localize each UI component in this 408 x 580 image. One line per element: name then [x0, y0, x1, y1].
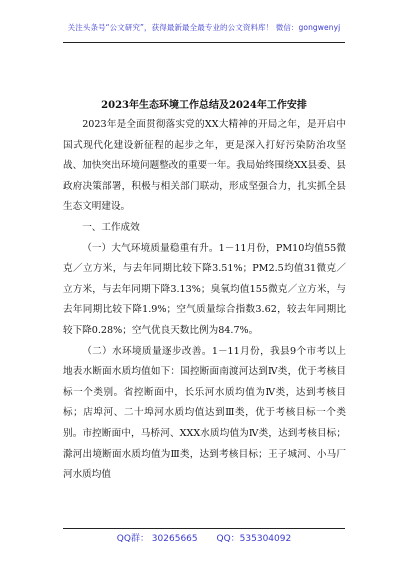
intro-paragraph: 2023年是全面贯彻落实党的XX大精神的开局之年，是开启中国式现代化建设新征程的起步之年，更是深入打好污染防治攻坚战、加快突出环境问题整改的重要一年。我局始终围绕XX县委、县政府决策部署，积极与相关部门联动，形成坚强合力，扎实抓全县生态文明建设。: [63, 119, 346, 213]
header-banner: 关注头条号“公文研究”，获得最新最全最专业的公文资料库！ 微信：gongwenyj: [67, 23, 341, 32]
footer-qq: QQ：535304092: [216, 534, 292, 544]
footer-qq-group: QQ群： 30265665: [116, 534, 198, 544]
footer-contact: [0, 531, 408, 544]
footer-divider: [63, 528, 345, 529]
document-title: 2023年生态环境工作总结及2024年工作安排: [101, 100, 307, 111]
document-body: [63, 115, 346, 486]
header-divider: [63, 42, 345, 43]
water-quality-paragraph: （二）水环境质量逐步改善。1－11月份，我县9个市考以上地表水断面水质均值如下：国控断面南渡河达到Ⅳ类，优于考核目标一个类别。省控断面中，长乐河水质均值为Ⅳ类，达到考核目标；店埠河、二十埠河水质均值达到Ⅲ类，优于考核目标一个类别。市控断面中，马桥河、XXX水质均值为Ⅳ类，达到考核目标；滁河出境断面水质均值为Ⅲ类，达到考核目标；王子城河、小马厂河水质均值: [63, 345, 346, 481]
section-heading: 一、工作成效: [82, 221, 140, 233]
air-quality-paragraph: （一）大气环境质量稳重有升。1－11月份，PM10均值55微克／立方米，与去年同期比较下降3.51%；PM2.5均值31微克／立方米，与去年同期下降3.13%；臭氧均值155微克／立方米，与去年同期比较下降1.9%；空气质量综合指数3.62，较去年同期比较下降0.28%；空气优良天数比例为84.7%。: [63, 242, 346, 336]
